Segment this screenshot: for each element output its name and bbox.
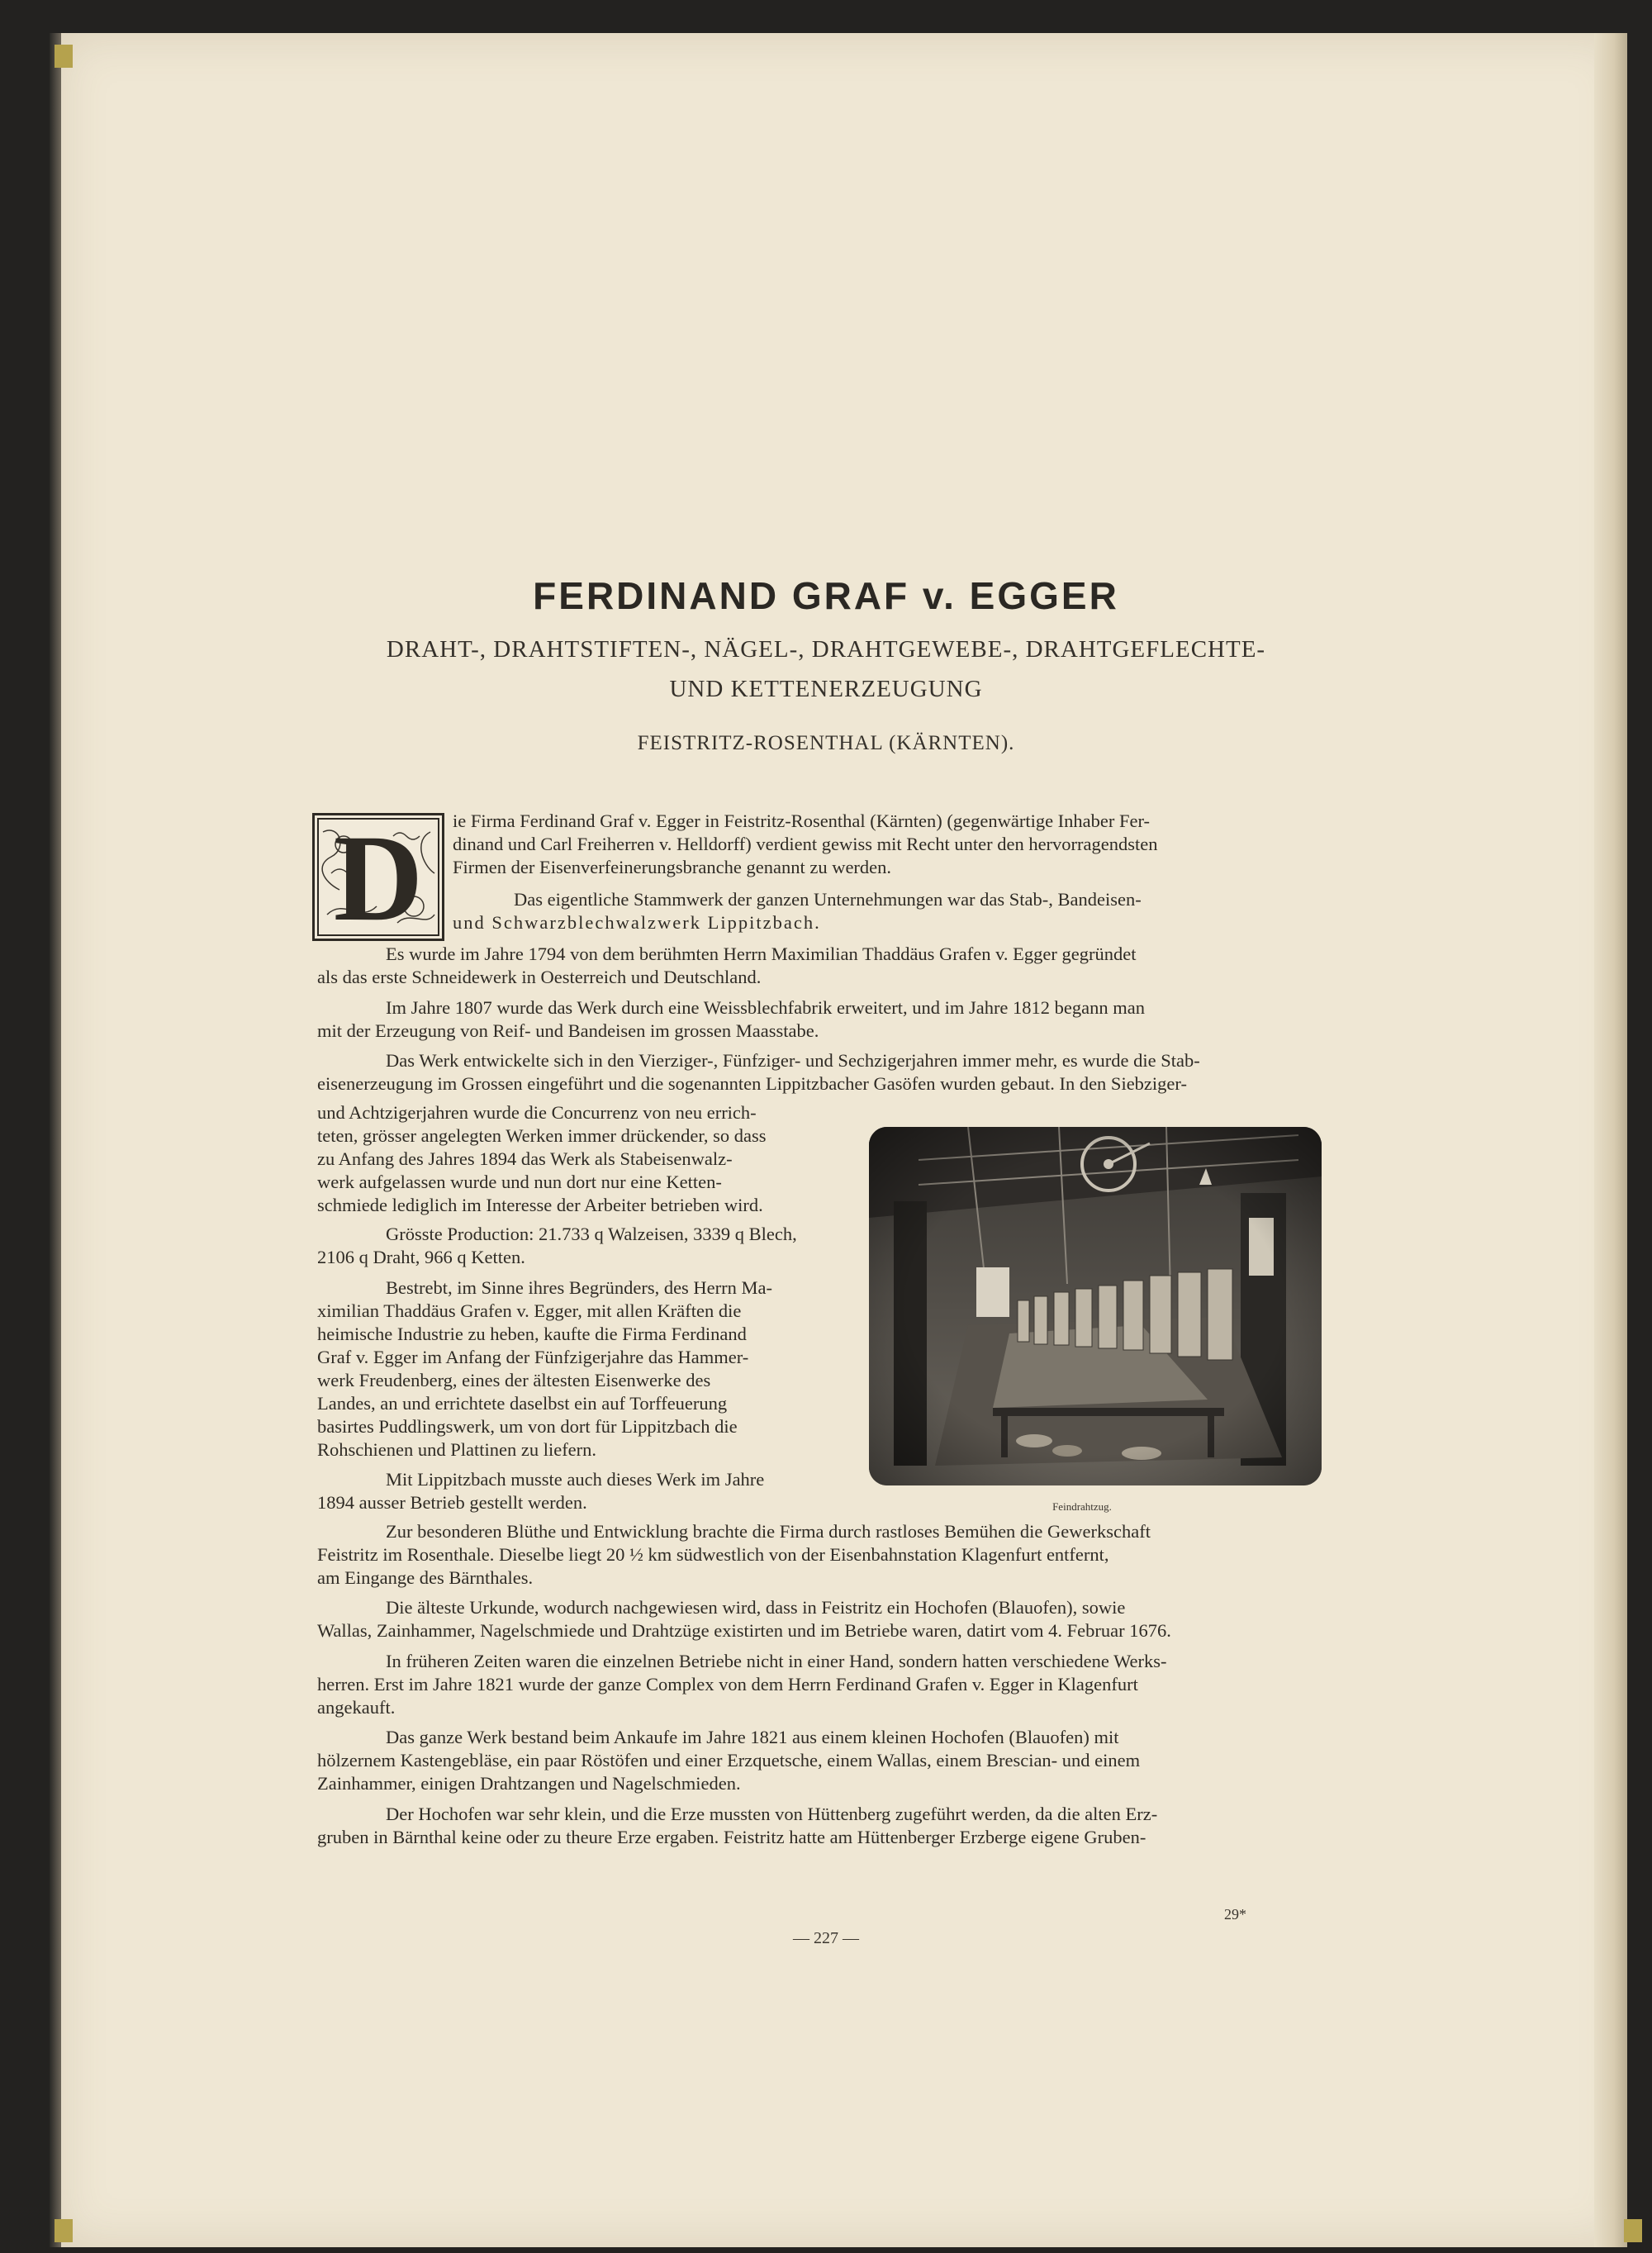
page-number: — 227 — [793, 1929, 859, 1947]
body-line: Die älteste Urkunde, wodurch nachgewiesen wird, dass in Feistritz ein Hochofen (Blauofen), sowie [386, 1597, 1126, 1618]
body-line: hölzernem Kastengebläse, ein paar Röstöfen und einer Erzquetsche, einem Wallas, einem Brescian- und einem [317, 1750, 1141, 1771]
body-line: Graf v. Egger im Anfang der Fünfzigerjahre das Hammer- [317, 1347, 749, 1367]
body-line: herren. Erst im Jahre 1821 wurde der ganze Complex von dem Herrn Ferdinand Grafen v. Egger in Klagenfurt [317, 1674, 1138, 1695]
location-line: FEISTRITZ-ROSENTHAL (KÄRNTEN). [637, 732, 1015, 754]
body-line: und Schwarzblechwalzwerk Lippitzbach. [453, 912, 821, 933]
body-line: teten, grösser angelegten Werken immer drückender, so dass [317, 1125, 767, 1146]
body-line: als das erste Schneidewerk in Oesterreich und Deutschland. [317, 967, 762, 987]
body-line: Feistritz im Rosenthale. Dieselbe liegt 20 ½ km südwestlich von der Eisenbahnstation Klagenfurt entfernt, [317, 1544, 1109, 1565]
body-line: werk Freudenberg, eines der ältesten Eisenwerke des [317, 1370, 711, 1390]
body-line: Landes, an und errichtete daselbst ein auf Torffeuerung [317, 1393, 728, 1414]
body-line: Es wurde im Jahre 1794 von dem berühmten Herrn Maximilian Thaddäus Grafen v. Egger gegründet [386, 944, 1137, 964]
body-line: eisenerzeugung im Grossen eingeführt und die sogenannten Lippitzbacher Gasöfen wurden gebaut. In den Siebziger- [317, 1073, 1187, 1094]
scan-corner-marker [55, 45, 73, 68]
figure-caption: Feindrahtzug. [1052, 1500, 1112, 1513]
scan-corner-marker [55, 2219, 73, 2242]
body-line: Bestrebt, im Sinne ihres Begründers, des Herrn Ma- [386, 1277, 773, 1298]
body-line: Der Hochofen war sehr klein, und die Erze mussten von Hüttenberg zugeführt werden, da die alten Erz- [386, 1804, 1158, 1824]
body-line: Das ganze Werk bestand beim Ankaufe im Jahre 1821 aus einem kleinen Hochofen (Blauofen) mit [386, 1727, 1119, 1747]
body-line: Im Jahre 1807 wurde das Werk durch eine Weissblechfabrik erweitert, und im Jahre 1812 begann man [386, 997, 1146, 1018]
body-line: angekauft. [317, 1697, 396, 1718]
body-line: basirtes Puddlingswerk, um von dort für Lippitzbach die [317, 1416, 738, 1437]
body-line: 1894 ausser Betrieb gestellt werden. [317, 1492, 587, 1513]
body-line: Firmen der Eisenverfeinerungsbranche genannt zu werden. [453, 857, 892, 877]
binding-gutter [50, 33, 61, 2247]
subtitle-line-2: UND KETTENERZEUGUNG [669, 676, 983, 702]
body-line: zu Anfang des Jahres 1894 das Werk als Stabeisenwalz- [317, 1148, 733, 1169]
body-line: Das Werk entwickelte sich in den Vierziger-, Fünfziger- und Sechzigerjahren immer mehr, es wurde die Stab- [386, 1050, 1200, 1071]
body-line: und Achtzigerjahren wurde die Concurrenz von neu errich- [317, 1102, 757, 1123]
book-page [58, 33, 1627, 2247]
ornamental-initial [312, 813, 444, 941]
body-line: Das eigentliche Stammwerk der ganzen Unternehmungen war das Stab-, Bandeisen- [514, 889, 1142, 910]
body-line: gruben in Bärnthal keine oder zu theure Erze ergaben. Feistritz hatte am Hüttenberger Erzberge eigene Gruben- [317, 1827, 1146, 1847]
factory-hall-illustration [869, 1127, 1322, 1485]
page-edge [1594, 33, 1627, 2247]
page-title: FERDINAND GRAF v. EGGER [533, 574, 1119, 617]
body-line: werk aufgelassen wurde und nun dort nur eine Ketten- [317, 1172, 722, 1192]
signature-mark: 29* [1224, 1906, 1246, 1923]
body-line: mit der Erzeugung von Reif- und Bandeisen im grossen Maasstabe. [317, 1020, 819, 1041]
body-line: Grösste Production: 21.733 q Walzeisen, 3339 q Blech, [386, 1224, 797, 1244]
factory-photograph [869, 1127, 1322, 1485]
body-line: schmiede lediglich im Interesse der Arbeiter betrieben wird. [317, 1195, 763, 1215]
ornamental-initial-art [315, 815, 442, 939]
body-line: am Eingange des Bärnthales. [317, 1567, 534, 1588]
body-line: dinand und Carl Freiherren v. Helldorff) verdient gewiss mit Recht unter den hervorragendsten [453, 834, 1158, 854]
subtitle-line-1: DRAHT-, DRAHTSTIFTEN-, NÄGEL-, DRAHTGEWEBE-, DRAHTGEFLECHTE- [386, 636, 1266, 663]
body-line: Mit Lippitzbach musste auch dieses Werk im Jahre [386, 1469, 765, 1490]
body-line: Wallas, Zainhammer, Nagelschmiede und Drahtzüge existirten und im Betriebe waren, datirt vom 4. Februar 1676. [317, 1620, 1171, 1641]
body-line: 2106 q Draht, 966 q Ketten. [317, 1247, 525, 1267]
body-line: Zur besonderen Blüthe und Entwicklung brachte die Firma durch rastloses Bemühen die Gewerkschaft [386, 1521, 1151, 1542]
body-line: ximilian Thaddäus Grafen v. Egger, mit allen Kräften die [317, 1300, 742, 1321]
scan-corner-marker [1624, 2219, 1642, 2242]
body-line: In früheren Zeiten waren die einzelnen Betriebe nicht in einer Hand, sondern hatten verschiedene Werks- [386, 1651, 1167, 1671]
body-line: Rohschienen und Plattinen zu liefern. [317, 1439, 597, 1460]
body-line: heimische Industrie zu heben, kaufte die Firma Ferdinand [317, 1324, 747, 1344]
body-line: ie Firma Ferdinand Graf v. Egger in Feistritz-Rosenthal (Kärnten) (gegenwärtige Inhaber Fer- [453, 810, 1151, 831]
initial-letter: D [333, 815, 424, 939]
body-line: Zainhammer, einigen Drahtzangen und Nagelschmieden. [317, 1773, 741, 1794]
